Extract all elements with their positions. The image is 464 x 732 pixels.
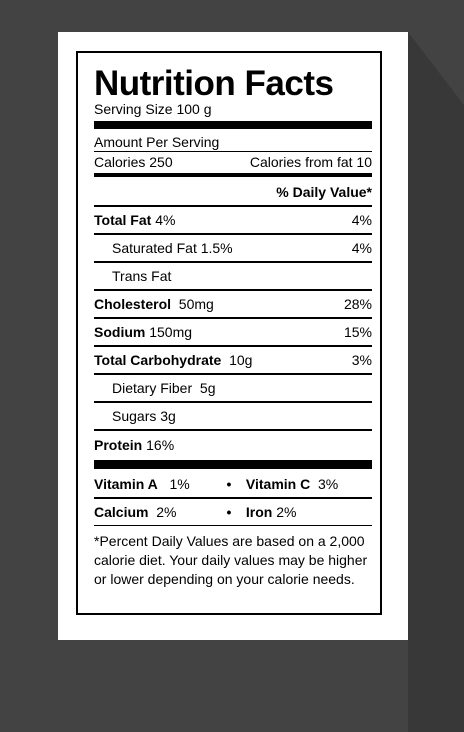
nutrient-name: Trans Fat [112, 268, 172, 284]
vitamin-value: 1% [169, 476, 190, 492]
nutrient-dv: 3% [351, 352, 372, 368]
vitamin-row-a-c [94, 471, 372, 499]
nutrient-name: Protein [94, 437, 143, 453]
thick-divider [94, 460, 372, 469]
label-title: Nutrition Facts [94, 64, 334, 103]
separator-dot: • [226, 504, 232, 520]
nutrient-row-trans-fat [94, 263, 372, 291]
vitamin-value: 2% [156, 504, 177, 520]
nutrient-amount: 150mg [149, 324, 193, 340]
amount-per-serving-row [94, 132, 372, 151]
calories-from-fat: Calories from fat 10 [249, 153, 372, 170]
nutrient-amount: 16% [146, 437, 175, 453]
medium-divider [94, 173, 372, 177]
calories: Calories 250 [94, 153, 173, 170]
calories-row [94, 152, 372, 171]
vitamin-name: Vitamin A [94, 476, 158, 492]
nutrient-name: Saturated Fat 1.5% [112, 240, 233, 256]
vitamin-row-calcium-iron [94, 499, 372, 525]
nutrient-name: Total Carbohydrate [94, 352, 222, 368]
vitamin-value: 3% [317, 476, 339, 492]
nutrient-name: Sodium [94, 324, 146, 340]
nutrient-row-saturated-fat [94, 235, 372, 263]
nutrient-dv: 4% [351, 240, 372, 256]
serving-size: Serving Size 100 g [94, 101, 212, 117]
nutrient-name: Cholesterol [94, 296, 172, 312]
amount-per-serving: Amount Per Serving [94, 133, 220, 150]
daily-value-header: % Daily Value* [276, 184, 372, 200]
footnote: *Percent Daily Values are based on a 2,000 calorie diet. Your daily values may be higher or lower depending on your calorie needs. [94, 533, 368, 587]
vitamin-name: Vitamin C [245, 476, 311, 492]
daily-value-header-row [94, 179, 372, 207]
vitamin-value: 2% [276, 504, 297, 520]
nutrient-amount: 50mg [178, 296, 214, 312]
nutrient-dv: 15% [343, 324, 372, 340]
thin-divider [94, 525, 372, 526]
nutrient-amount: 4% [155, 212, 176, 228]
vitamin-name: Calcium [94, 504, 149, 520]
nutrient-row-sodium [94, 319, 372, 347]
nutrient-dv: 28% [343, 296, 372, 312]
separator-dot: • [226, 476, 232, 492]
nutrient-row-total-carbohydrate [94, 347, 372, 375]
vitamin-name: Iron [245, 504, 273, 520]
nutrient-name: Dietary Fiber 5g [112, 380, 216, 396]
nutrient-name: Sugars 3g [112, 408, 176, 424]
nutrient-name: Total Fat [94, 212, 152, 228]
nutrient-row-sugars [94, 403, 372, 431]
nutrient-row-protein [94, 431, 372, 459]
nutrient-row-cholesterol [94, 291, 372, 319]
nutrient-amount: 10g [229, 352, 253, 368]
nutrient-dv: 4% [351, 212, 372, 228]
thick-divider [94, 121, 372, 129]
nutrient-row-dietary-fiber [94, 375, 372, 403]
nutrient-row-total-fat [94, 207, 372, 235]
nutrition-label [76, 51, 382, 615]
